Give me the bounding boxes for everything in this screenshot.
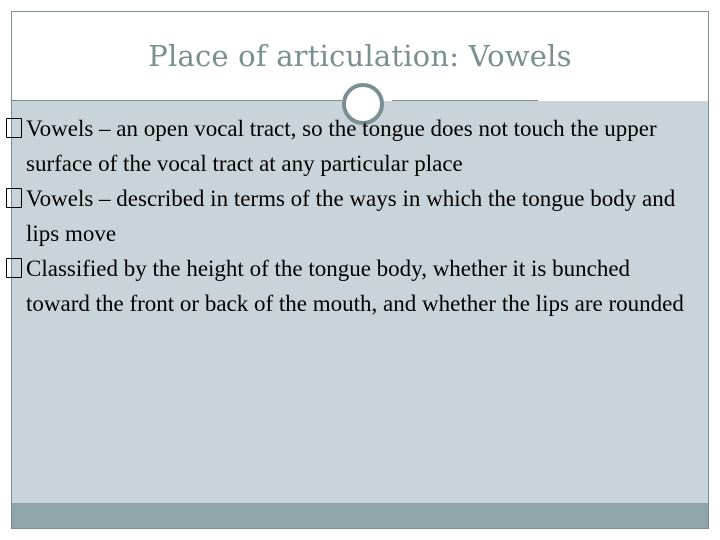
missing-glyph-bullet-icon — [6, 188, 22, 208]
bullet-item — [6, 112, 686, 181]
title-divider-left — [12, 100, 342, 101]
footer-band — [12, 503, 708, 529]
bullet-item — [6, 252, 686, 321]
bullet-text: Vowels – described in terms of the ways in which the tongue body and lips move — [26, 186, 676, 246]
bullet-list — [6, 112, 686, 322]
missing-glyph-bullet-icon — [6, 258, 22, 278]
bullet-text: Vowels – an open vocal tract, so the tongue does not touch the upper surface of the vocal tract at any particular place — [26, 116, 657, 176]
missing-glyph-bullet-icon — [6, 118, 22, 138]
bullet-item — [6, 182, 686, 251]
slide-title: Place of articulation: Vowels — [148, 39, 572, 73]
title-divider-right — [392, 100, 538, 101]
bullet-text: Classified by the height of the tongue body, whether it is bunched toward the front or back of the mouth, and whether the lips are rounded — [26, 256, 684, 316]
